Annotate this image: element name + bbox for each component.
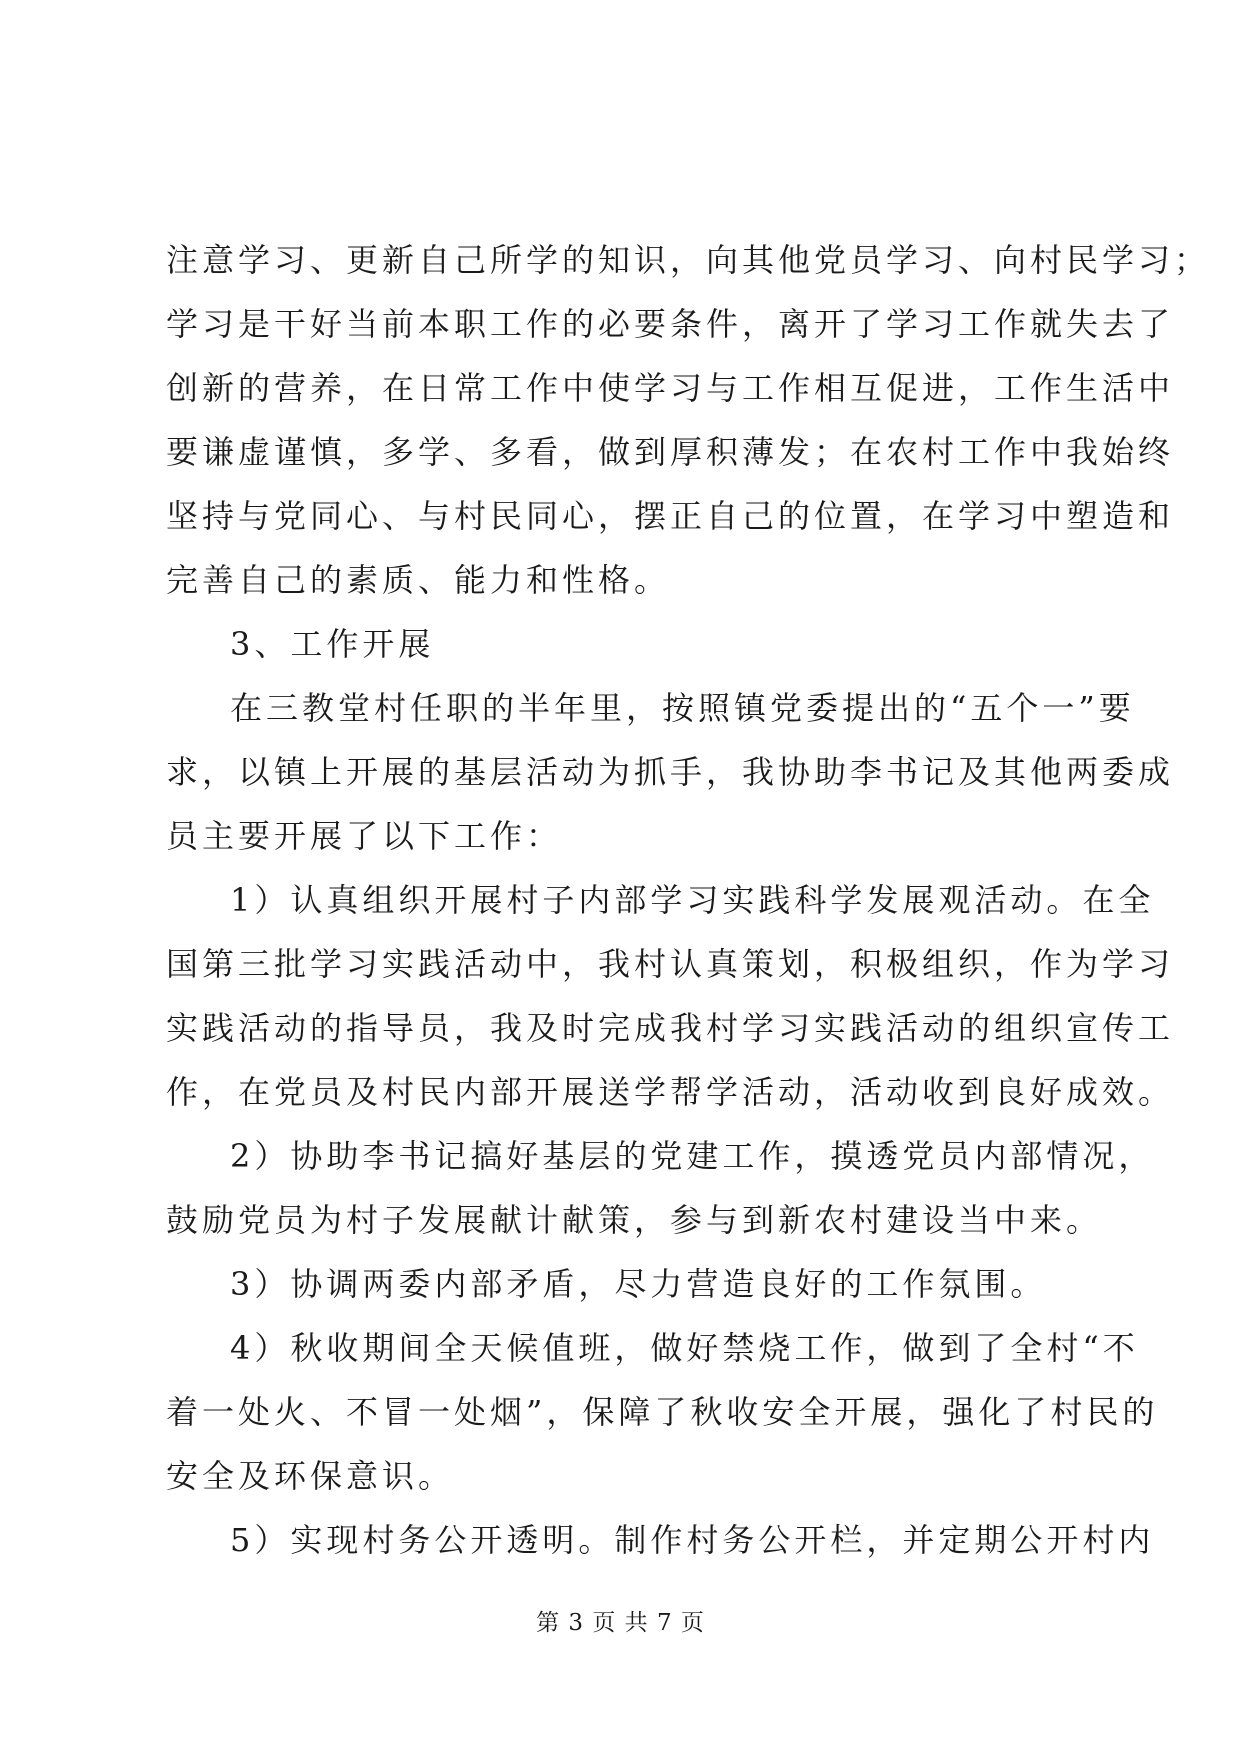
text-line: 创新的营养，在日常工作中使学习与工作相互促进，工作生活中 [166, 369, 1175, 407]
text-line: 5）实现村务公开透明。制作村务公开栏，并定期公开村内 [230, 1521, 1155, 1559]
text-line: 学习是干好当前本职工作的必要条件，离开了学习工作就失去了 [166, 305, 1175, 343]
text-line: 国第三批学习实践活动中，我村认真策划，积极组织，作为学习 [166, 945, 1175, 983]
text-line: 1）认真组织开展村子内部学习实践科学发展观活动。在全 [230, 881, 1155, 919]
section-heading-text: 3、工作开展 [230, 625, 435, 663]
section-heading [166, 612, 1096, 676]
body-text [166, 228, 1211, 1572]
text-line: 在三教堂村任职的半年里，按照镇党委提出的“五个一”要 [230, 689, 1135, 727]
text-line: 作，在党员及村民内部开展送学帮学活动，活动收到良好成效。 [166, 1073, 1175, 1111]
text-line: 求，以镇上开展的基层活动为抓手，我协助李书记及其他两委成 [166, 753, 1175, 791]
text-line: 员主要开展了以下工作： [166, 817, 563, 855]
text-line: 2）协助李书记搞好基层的党建工作，摸透党员内部情况， [230, 1137, 1155, 1175]
list-item-2 [166, 1124, 1155, 1252]
paragraph-study [166, 228, 1211, 612]
list-item-5 [166, 1508, 1155, 1572]
paragraph-intro [166, 676, 1175, 868]
text-line: 3）协调两委内部矛盾，尽力营造良好的工作氛围。 [230, 1265, 1047, 1303]
page-number-footer: 第 3 页 共 7 页 [536, 1610, 705, 1636]
text-line: 实践活动的指导员，我及时完成我村学习实践活动的组织宣传工 [166, 1009, 1175, 1047]
text-line: 4）秋收期间全天候值班，做好禁烧工作，做到了全村“不 [230, 1329, 1139, 1367]
text-line: 坚持与党同心、与村民同心，摆正自己的位置，在学习中塑造和 [166, 497, 1175, 535]
list-item-3 [166, 1252, 1096, 1316]
text-line: 完善自己的素质、能力和性格。 [166, 561, 671, 599]
text-line: 鼓励党员为村子发展献计献策，参与到新农村建设当中来。 [166, 1201, 1103, 1239]
text-line: 着一处火、不冒一处烟”，保障了秋收安全开展，强化了村民的 [166, 1393, 1159, 1431]
text-line: 安全及环保意识。 [166, 1457, 455, 1495]
list-item-4 [166, 1316, 1159, 1508]
text-line: 要谦虚谨慎，多学、多看，做到厚积薄发；在农村工作中我始终 [166, 433, 1175, 471]
text-line: 注意学习、更新自己所学的知识，向其他党员学习、向村民学习； [166, 241, 1211, 279]
list-item-1 [166, 868, 1175, 1124]
